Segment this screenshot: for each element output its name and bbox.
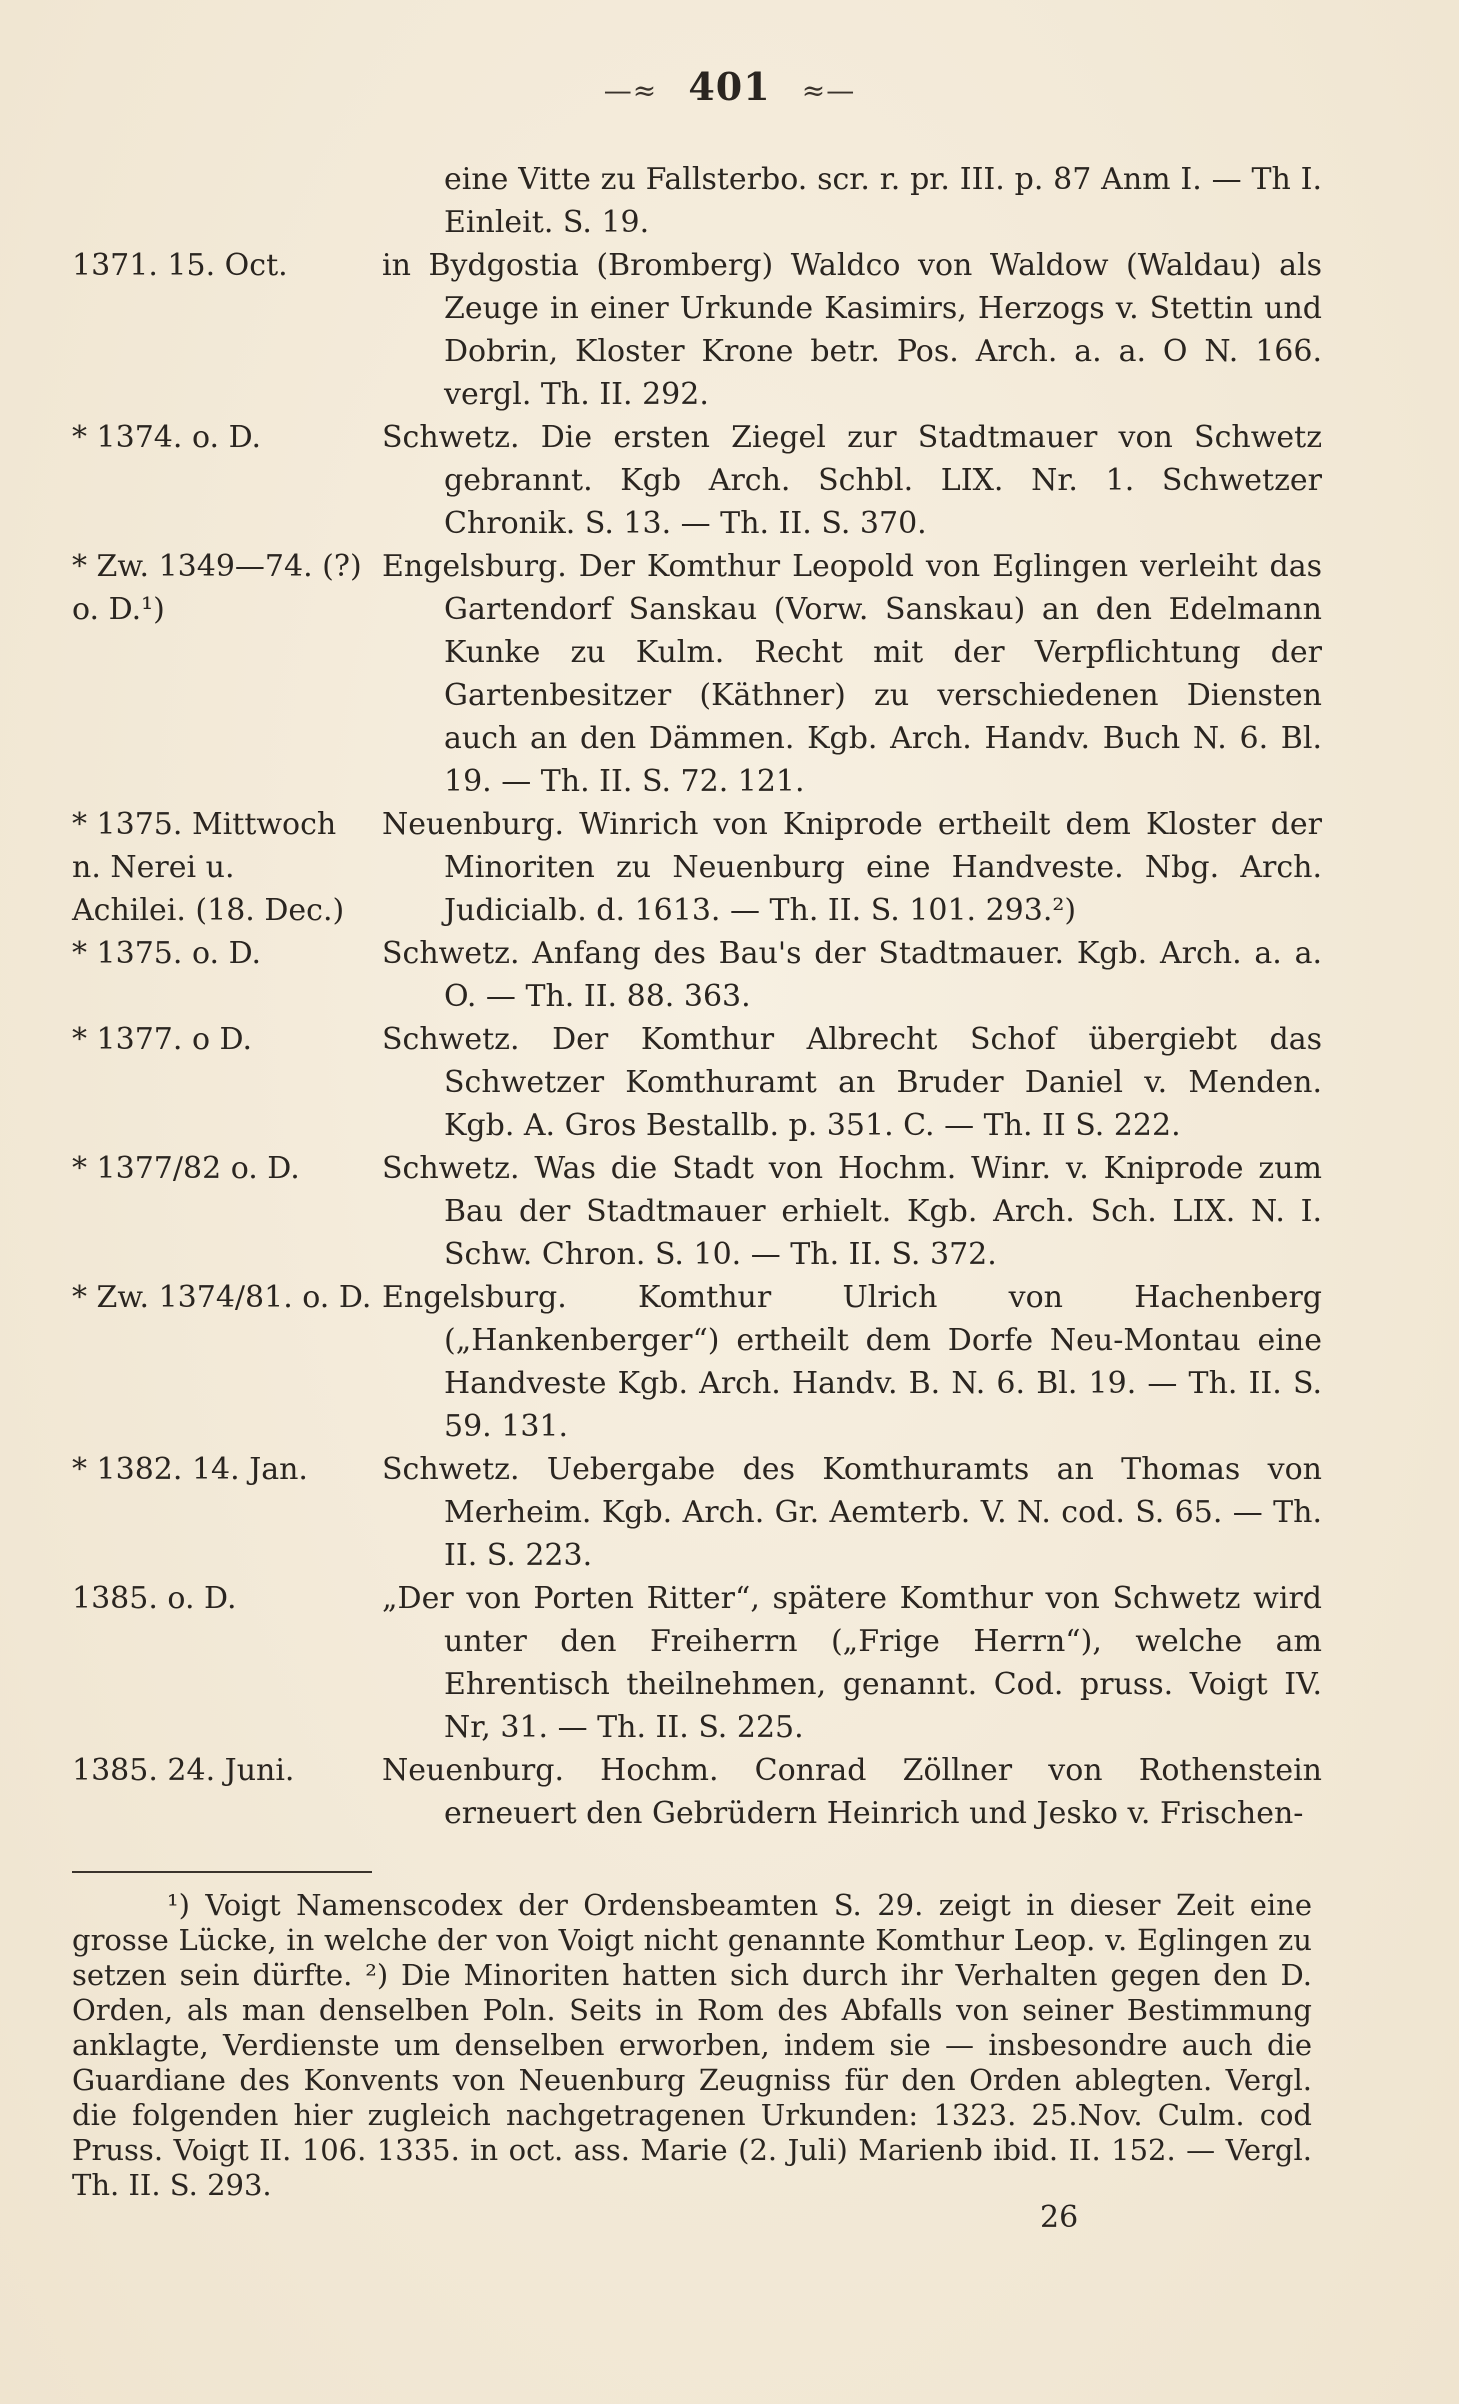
entry-date: * 1375. o. D.	[72, 936, 262, 971]
entry	[72, 244, 1322, 416]
entry-text: Engelsburg. Der Komthur Leopold von Eglingen verleiht das Gartendorf Sanskau (Vorw. Sanskau) an den Edelmann Kunke zu Kulm. Recht mit der Verpflichtung der Gartenbesitzer (Käthner) zu verschiedenen Diensten auch an den Dämmen. Kgb. Arch. Handv. Buch N. 6. Bl. 19. — Th. II. S. 72. 121.	[382, 549, 1322, 799]
entry-text: Schwetz. Die ersten Ziegel zur Stadtmauer von Schwetz gebrannt. Kgb Arch. Schbl. LIX. Nr. 1. Schwetzer Chronik. S. 13. — Th. II. S. 370.	[382, 420, 1322, 541]
entry-date: * 1382. 14. Jan.	[72, 1452, 308, 1487]
entry-date: * Zw. 1374/81. o. D.	[72, 1280, 372, 1315]
entry-date: * 1375. Mittwoch n. Nerei u. Achilei. (18. Dec.)	[72, 807, 345, 928]
entry	[72, 1448, 1322, 1577]
entry	[72, 803, 1322, 932]
entry-date: * 1374. o. D.	[72, 420, 262, 455]
entry-text: Schwetz. Anfang des Bau's der Stadtmauer. Kgb. Arch. a. a. O. — Th. II. 88. 363.	[382, 936, 1322, 1014]
entry-date: * Zw. 1349—74. (?) o. D.¹)	[72, 549, 362, 627]
signature-mark: 26	[1040, 2200, 1079, 2235]
entry-text: eine Vitte zu Fallsterbo. scr. r. pr. III. p. 87 Anm I. — Th I. Einleit. S. 19.	[444, 162, 1322, 240]
footnotes	[72, 1888, 1312, 2203]
entry	[72, 1018, 1322, 1147]
entry	[72, 416, 1322, 545]
entry	[72, 545, 1322, 803]
ornament-right: ≈—	[801, 74, 856, 107]
entry-date: 1385. o. D.	[72, 1581, 237, 1616]
ornament-left: —≈	[603, 74, 658, 107]
entry-text: Schwetz. Uebergabe des Komthuramts an Thomas von Merheim. Kgb. Arch. Gr. Aemterb. V. N. cod. S. 65. — Th. II. S. 223.	[382, 1452, 1322, 1573]
page-header	[0, 64, 1459, 109]
entry-text: Schwetz. Der Komthur Albrecht Schof übergiebt das Schwetzer Komthuramt an Bruder Daniel v. Menden. Kgb. A. Gros Bestallb. p. 351. C. — Th. II S. 222.	[382, 1022, 1322, 1143]
entry-date	[72, 158, 382, 244]
entry-text: Neuenburg. Winrich von Kniprode ertheilt dem Kloster der Minoriten zu Neuenburg eine Handveste. Nbg. Arch. Judicialb. d. 1613. — Th. II. S. 101. 293.²)	[382, 807, 1322, 928]
entry	[72, 1749, 1322, 1835]
entry-date: 1385. 24. Juni.	[72, 1753, 295, 1788]
page-number: 401	[688, 64, 771, 109]
entry-text: in Bydgostia (Bromberg) Waldco von Waldow (Waldau) als Zeuge in einer Urkunde Kasimirs, Herzogs v. Stettin und Dobrin, Kloster Krone betr. Pos. Arch. a. a. O N. 166. vergl. Th. II. 292.	[382, 248, 1322, 412]
entry-date: * 1377. o D.	[72, 1022, 253, 1057]
entry	[72, 1147, 1322, 1276]
entry-text: „Der von Porten Ritter“, spätere Komthur von Schwetz wird unter den Freiherrn („Frige Herrn“), welche am Ehrentisch theilnehmen, genannt. Cod. pruss. Voigt IV. Nr, 31. — Th. II. S. 225.	[382, 1581, 1322, 1745]
footnote-text: ¹) Voigt Namenscodex der Ordensbeamten S. 29. zeigt in dieser Zeit eine grosse Lücke, in welche der von Voigt nicht genannte Komthur Leop. v. Eglingen zu setzen sein dürfte. ²) Die Minoriten hatten sich durch ihr Verhalten gegen den D. Orden, als man denselben Poln. Seits in Rom des Abfalls von seiner Bestimmung anklagte, Verdienste um denselben erworben, indem sie — insbesondre auch die Guardiane des Konvents von Neuenburg Zeugniss für den Orden ablegten. Vergl. die folgenden hier zugleich nachgetragenen Urkunden: 1323. 25.Nov. Culm. cod Pruss. Voigt II. 106. 1335. in oct. ass. Marie (2. Juli) Marienb ibid. II. 152. — Vergl. Th. II. S. 293.	[72, 1888, 1312, 2202]
entry-date: * 1377/82 o. D.	[72, 1151, 300, 1186]
chronicle-entries	[72, 158, 1322, 1835]
entry-date: 1371. 15. Oct.	[72, 248, 288, 283]
entry-text: Schwetz. Was die Stadt von Hochm. Winr. v. Kniprode zum Bau der Stadtmauer erhielt. Kgb. Arch. Sch. LIX. N. I. Schw. Chron. S. 10. — Th. II. S. 372.	[382, 1151, 1322, 1272]
entry	[72, 1276, 1322, 1448]
entry	[72, 1577, 1322, 1749]
footnote-divider	[72, 1871, 372, 1873]
entry-text: Engelsburg. Komthur Ulrich von Hachenberg („Hankenberger“) ertheilt dem Dorfe Neu-Montau eine Handveste Kgb. Arch. Handv. B. N. 6. Bl. 19. — Th. II. S. 59. 131.	[382, 1280, 1322, 1444]
entry	[72, 158, 1322, 244]
entry	[72, 932, 1322, 1018]
entry-text: Neuenburg. Hochm. Conrad Zöllner von Rothenstein erneuert den Gebrüdern Heinrich und Jesko v. Frischen-	[382, 1753, 1322, 1831]
